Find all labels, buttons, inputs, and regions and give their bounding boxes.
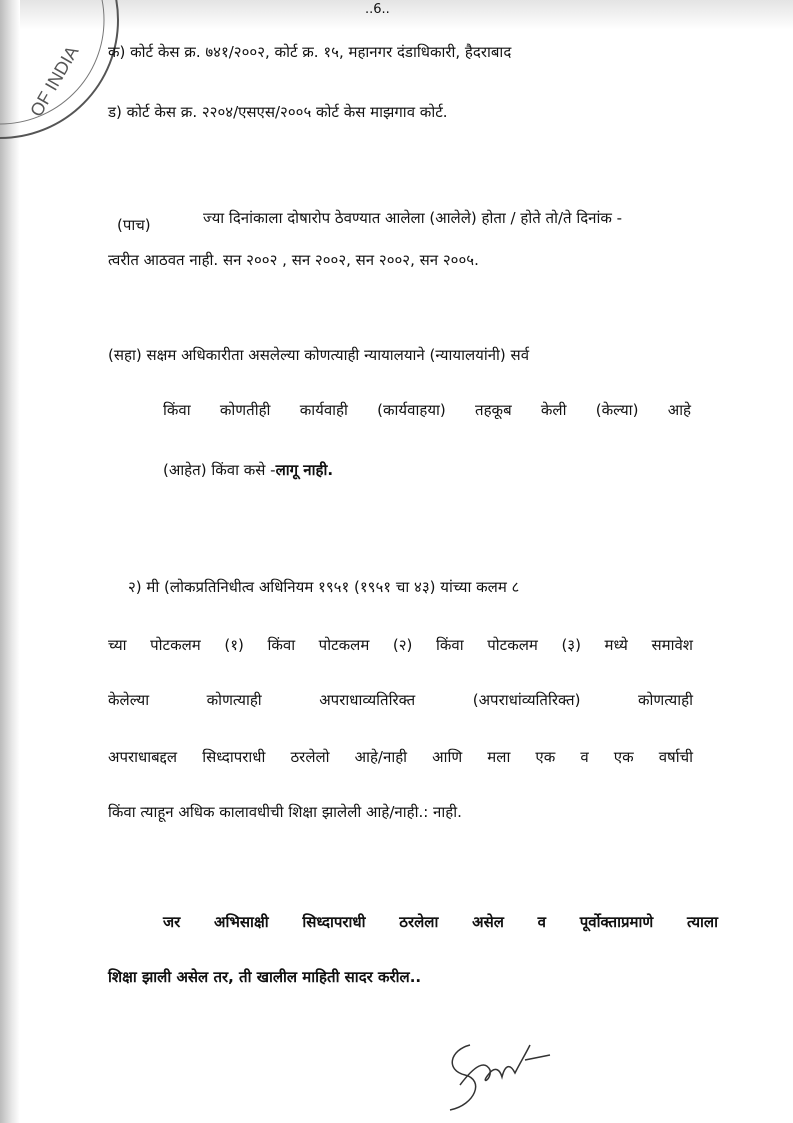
conviction-line-1: जर अभिसाक्षी सिध्दापराधी ठरलेला असेल व पूर्वोक्ताप्रमाणे त्याला [163, 913, 718, 931]
case-d: ड) कोर्ट केस क्र. २२०४/एसएस/२००५ कोर्ट केस माझगाव कोर्ट. [108, 103, 448, 121]
case-k: क) कोर्ट केस क्र. ७४१/२००२, कोर्ट क्र. १५, महानगर दंडाधिकारी, हैदराबाद [108, 43, 512, 61]
point-two-line-3: केलेल्या कोणत्याही अपराधाव्यतिरिक्त (अपराधांव्यतिरिक्त) कोणत्याही [108, 691, 693, 709]
point-two-line-1: २) मी (लोकप्रतिनिधीत्व अधिनियम १९५१ (१९५१ चा ४३) यांच्या कलम ८ [128, 578, 520, 596]
point-two-line-4: अपराधाबद्दल सिध्दापराधी ठरलेलो आहे/नाही आणि मला एक व एक वर्षाची [108, 748, 693, 766]
point-two-line-5: किंवा त्याहून अधिक कालावधीची शिक्षा झालेली आहे/नाही.: नाही. [108, 803, 462, 821]
section-five-line-1: ज्या दिनांकाला दोषारोप ठेवण्यात आलेला (आलेले) होता / होते तो/ते दिनांक - [203, 209, 623, 227]
section-six-line-2: किंवा कोणतीही कार्यवाही (कार्यवाहया) तहकूब केली (केल्या) आहे [163, 401, 691, 419]
not-applicable: लागू नाही. [275, 461, 334, 479]
section-five-label: (पाच) [117, 216, 151, 234]
scan-edge [0, 0, 20, 1123]
signature [430, 1025, 570, 1118]
section-six-line-3-text: (आहेत) किंवा कसे - [163, 461, 276, 479]
page-marker: ..6.. [365, 2, 390, 17]
stamp-text: OF INDIA [26, 42, 83, 120]
point-two-line-2: च्या पोटकलम (१) किंवा पोटकलम (२) किंवा पोटकलम (३) मध्ये समावेश [108, 636, 693, 654]
section-six-line-3 [163, 460, 693, 480]
section-six-line-1: (सहा) सक्षम अधिकारीता असलेल्या कोणत्याही न्यायालयाने (न्यायालयांनी) सर्व [108, 346, 530, 364]
section-five-line-2: त्वरीत आठवत नाही. सन २००२ , सन २००२, सन २००२, सन २००५. [108, 251, 479, 269]
conviction-line-2: शिक्षा झाली असेल तर, ती खालील माहिती सादर करील.. [108, 968, 422, 986]
